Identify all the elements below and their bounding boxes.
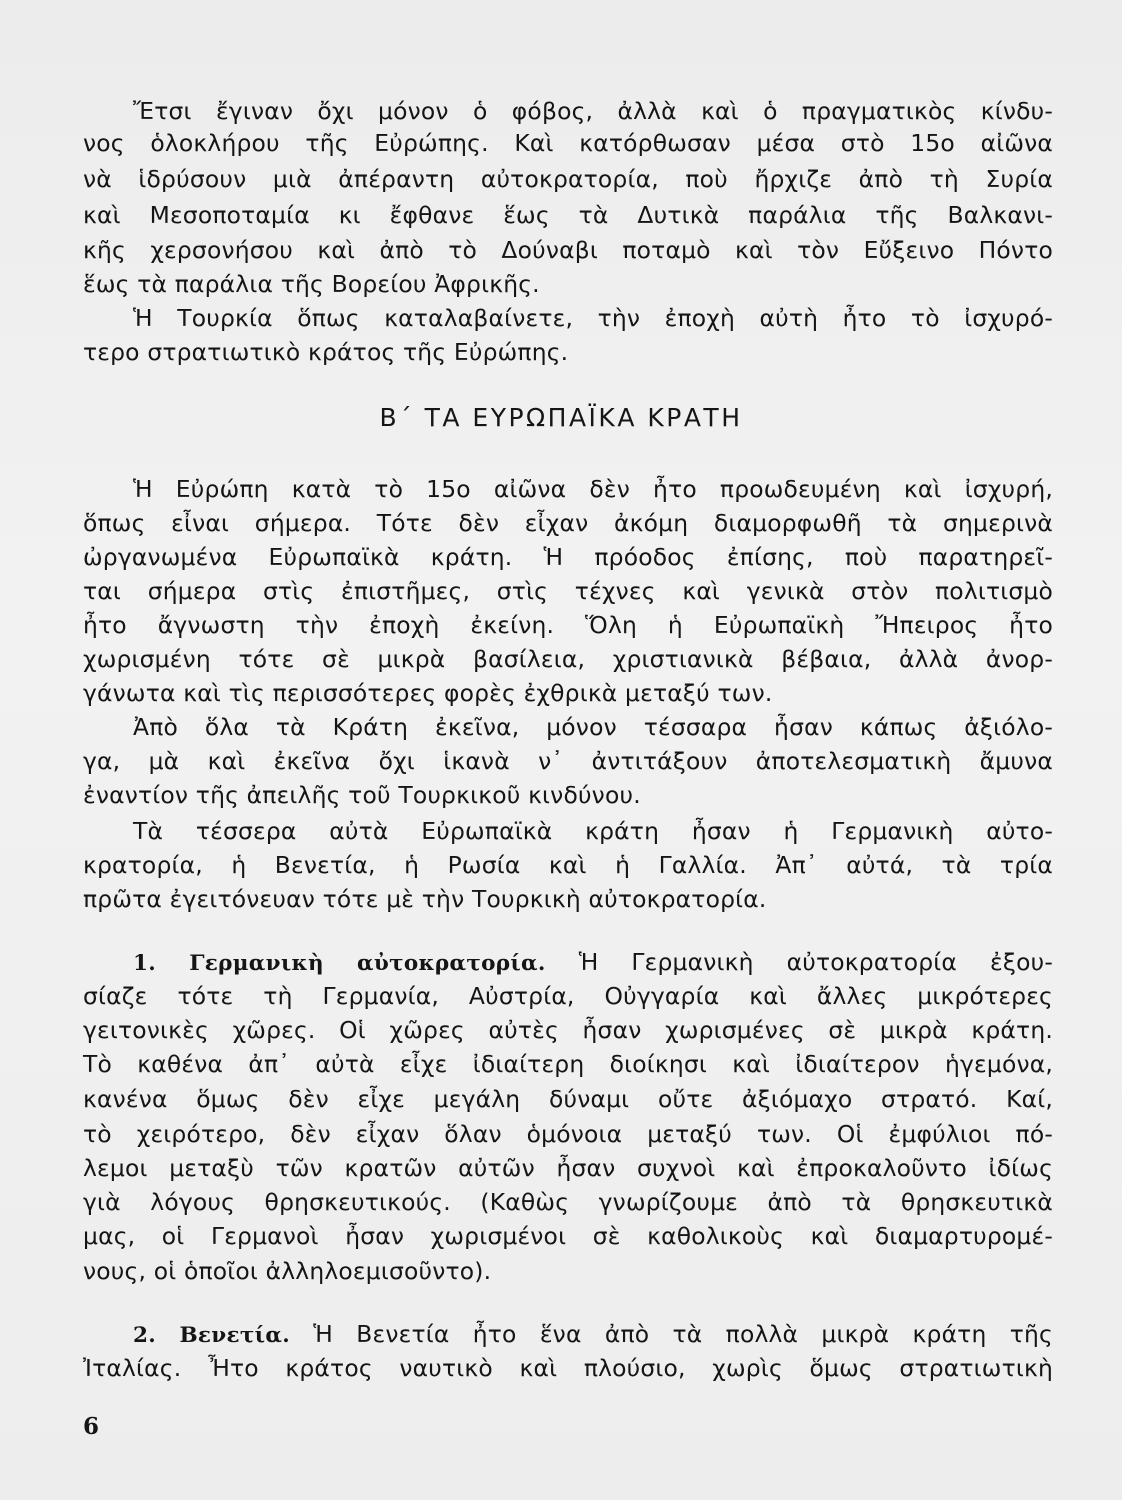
text-line: νος ὁλοκλήρου τῆς Εὐρώπης. Καὶ κατόρθωσαν μέσα στὸ 15ο αἰῶνα: [83, 129, 1053, 157]
text-span: Ἡ Γερμανικὴ αὐτοκρατορία ἐξου-: [578, 948, 1053, 976]
text-line: τὸ χειρότερο, δὲν εἶχαν ὅλαν ὁμόνοια μεταξύ των. Οἱ ἐμφύλιοι πό-: [83, 1120, 1053, 1148]
text-line: Τὰ τέσσερα αὐτὰ Εὐρωπαϊκὰ κράτη ἦσαν ἡ Γερμανικὴ αὐτο-: [133, 817, 1053, 845]
text-line: Ἡ Τουρκία ὅπως καταλαβαίνετε, τὴν ἐποχὴ αὐτὴ ἦτο τὸ ἰσχυρό-: [133, 304, 1053, 332]
text-line: Τὸ καθένα ἀπ᾽ αὐτὰ εἶχε ἰδιαίτερη διοίκησι καὶ ἰδιαίτερον ἡγεμόνα,: [83, 1050, 1053, 1078]
text-line: ὅπως εἶναι σήμερα. Τότε δὲν εἶχαν ἀκόμη διαμορφωθῆ τὰ σημερινὰ: [83, 509, 1053, 537]
subsection-title: 1. Γερμανικὴ αὐτοκρατορία.: [133, 951, 546, 976]
text-line: γειτονικὲς χῶρες. Οἱ χῶρες αὐτὲς ἦσαν χωρισμένες σὲ μικρὰ κράτη.: [83, 1016, 1053, 1044]
text-line: πρῶτα ἐγειτόνευαν τότε μὲ τὴν Τουρκικὴ αὐτοκρατορία.: [83, 885, 767, 913]
text-line: Ἔτσι ἔγιναν ὄχι μόνον ὁ φόβος, ἀλλὰ καὶ ὁ πραγματικὸς κίνδυ-: [133, 97, 1053, 125]
text-line: σίαζε τότε τὴ Γερμανία, Αὐστρία, Οὐγγαρία καὶ ἄλλες μικρότερες: [83, 982, 1053, 1010]
text-line: κανένα ὅμως δὲν εἶχε μεγάλη δύναμι οὔτε ἀξιόμαχο στρατό. Καί,: [83, 1085, 1053, 1113]
text-line: ἐναντίον τῆς ἀπειλῆς τοῦ Τουρκικοῦ κινδύνου.: [83, 781, 641, 809]
subsection-first-line: [133, 1318, 1053, 1352]
page-number: 6: [83, 1413, 100, 1440]
text-line: γιὰ λόγους θρησκευτικούς. (Καθὼς γνωρίζουμε ἀπὸ τὰ θρησκευτικὰ: [83, 1188, 1053, 1216]
text-line: κρατορία, ἡ Βενετία, ἡ Ρωσία καὶ ἡ Γαλλία. Ἀπ᾽ αὐτά, τὰ τρία: [83, 851, 1053, 879]
text-line: κῆς χερσονήσου καὶ ἀπὸ τὸ Δούναβι ποταμὸ καὶ τὸν Εὔξεινο Πόντο: [83, 236, 1053, 264]
text-line: Ἡ Εὐρώπη κατὰ τὸ 15ο αἰῶνα δὲν ἦτο προωδευμένη καὶ ἰσχυρή,: [133, 475, 1053, 503]
text-line: γάνωτα καὶ τὶς περισσότερες φορὲς ἐχθρικὰ μεταξύ των.: [83, 679, 773, 707]
text-line: καὶ Μεσοποταμία κι ἔφθανε ἕως τὰ Δυτικὰ παράλια τῆς Βαλκανι-: [83, 201, 1053, 229]
text-line: Ἀπὸ ὅλα τὰ Κράτη ἐκεῖνα, μόνον τέσσαρα ἦσαν κάπως ἀξιόλο-: [133, 713, 1053, 741]
text-line: ται σήμερα στὶς ἐπιστῆμες, στὶς τέχνες καὶ γενικὰ στὸν πολιτισμὸ: [83, 577, 1053, 605]
section-heading: Β΄ ΤΑ ΕΥΡΩΠΑΪΚΑ ΚΡΑΤΗ: [379, 403, 743, 432]
text-line: νους, οἱ ὁποῖοι ἀλληλοεμισοῦντο).: [83, 1257, 492, 1285]
text-line: ἦτο ἄγνωστη τὴν ἐποχὴ ἐκείνη. Ὅλη ἡ Εὐρωπαϊκὴ Ἤπειρος ἦτο: [83, 611, 1053, 639]
text-line: γα, μὰ καὶ ἐκεῖνα ὄχι ἱκανὰ ν᾽ ἀντιτάξουν ἀποτελεσματικὴ ἄμυνα: [83, 747, 1053, 775]
text-line: ἕως τὰ παράλια τῆς Βορείου Ἀφρικῆς.: [83, 270, 540, 298]
text-line: τερο στρατιωτικὸ κράτος τῆς Εὐρώπης.: [83, 338, 569, 366]
text-line: ὠργανωμένα Εὐρωπαϊκὰ κράτη. Ἡ πρόοδος ἐπίσης, ποὺ παρατηρεῖ-: [83, 543, 1053, 571]
text-line: λεμοι μεταξὺ τῶν κρατῶν αὐτῶν ἦσαν συχνοὶ καὶ ἐπροκαλοῦντο ἰδίως: [83, 1154, 1053, 1182]
subsection-title: 2. Βενετία.: [133, 1323, 290, 1348]
text-line: μας, οἱ Γερμανοὶ ἦσαν χωρισμένοι σὲ καθολικοὺς καὶ διαμαρτυρομέ-: [83, 1222, 1053, 1250]
text-line: νὰ ἱδρύσουν μιὰ ἀπέραντη αὐτοκρατορία, ποὺ ἤρχιζε ἀπὸ τὴ Συρία: [83, 165, 1053, 193]
text-line: χωρισμένη τότε σὲ μικρὰ βασίλεια, χριστιανικὰ βέβαια, ἀλλὰ ἀνορ-: [83, 645, 1053, 673]
text-line: Ἰταλίας. Ἦτο κράτος ναυτικὸ καὶ πλούσιο, χωρὶς ὅμως στρατιωτικὴ: [83, 1354, 1053, 1382]
text-span: Ἡ Βενετία ἦτο ἕνα ἀπὸ τὰ πολλὰ μικρὰ κράτη τῆς: [313, 1320, 1053, 1348]
subsection-first-line: [133, 946, 1053, 980]
